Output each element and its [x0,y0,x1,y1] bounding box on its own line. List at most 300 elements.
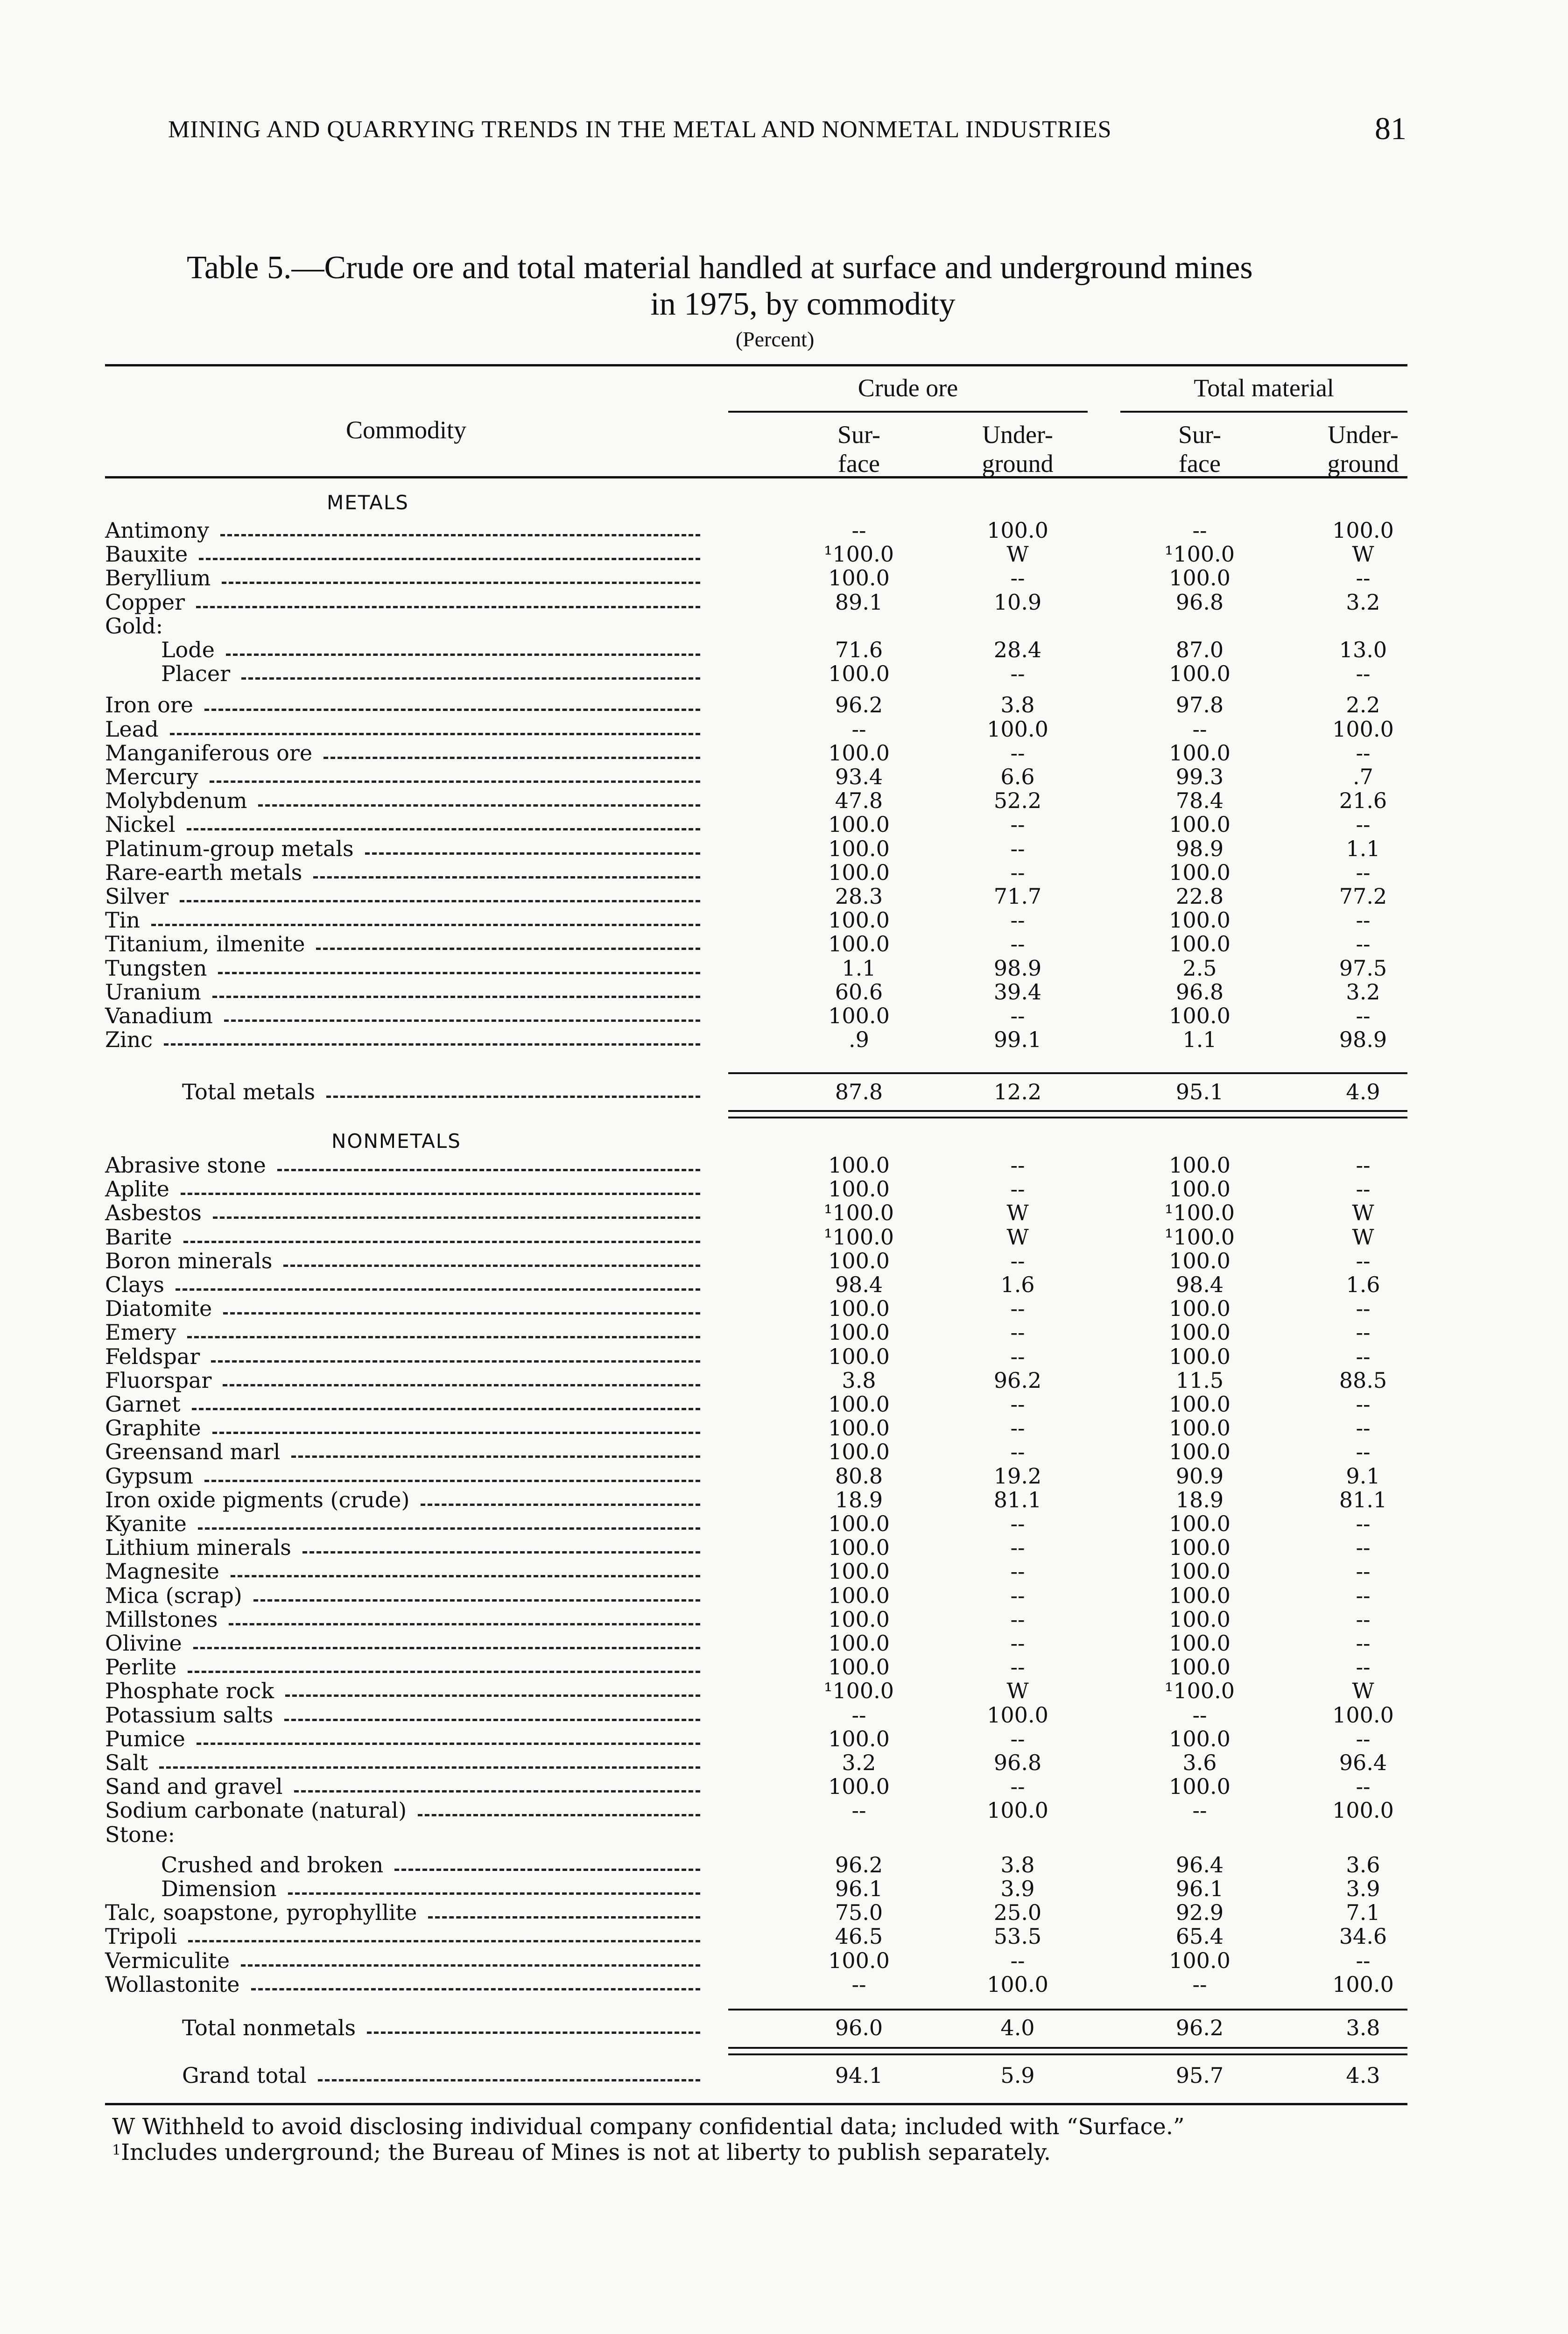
commodity-name: Phosphate rock [105,1678,274,1704]
table-row [0,1750,1568,1775]
dot-leader [192,1408,700,1410]
crude-surface-value: 100.0 [828,1248,890,1273]
crude-surface-value: 100.0 [828,1296,890,1322]
title-line-1: Table 5.—Crude ore and total material handled at surface and underground mines [187,250,1253,286]
crude-surface-value: -- [851,1798,866,1823]
total-underground-value: -- [1356,1320,1371,1345]
total-underground-value: 4.9 [1346,1079,1380,1104]
dot-leader [367,2032,700,2034]
crude-surface-value: -- [851,1702,866,1728]
total-surface-value: 90.9 [1175,1463,1224,1489]
dot-leader [241,677,700,680]
total-underground-value: 9.1 [1346,1463,1380,1489]
commodity-name: Sand and gravel [105,1774,283,1800]
total-surface-value: -- [1192,518,1207,543]
commodity-name: Manganiferous ore [105,740,313,766]
crude-surface-value: 1.1 [842,955,876,981]
table-row [0,1559,1568,1583]
dot-leader [220,534,700,536]
crude-underground-value: 3.9 [1000,1876,1035,1901]
total-surface-value: 95.1 [1175,1079,1224,1104]
dot-leader [258,804,700,807]
header-crude-ore: Crude ore [858,374,958,402]
total-surface-value: -- [1192,1702,1207,1728]
commodity-name: Beryllium [105,565,211,591]
total-underground-value: -- [1356,1415,1371,1441]
crude-underground-value: 3.8 [1000,692,1035,718]
dot-leader [204,1480,700,1482]
crude-underground-value: 100.0 [987,1971,1048,1997]
crude-underground-value: -- [1010,1947,1025,1973]
table-row [0,1727,1568,1751]
commodity-name: Dimension [161,1876,277,1901]
crude-surface-value: -- [851,716,866,742]
dot-leader [187,1336,700,1338]
dot-leader [151,924,700,926]
crude-underground-value: 100.0 [987,1798,1048,1823]
crude-underground-value: -- [1010,907,1025,933]
dot-leader [222,582,700,584]
total-surface-value: 2.5 [1182,955,1217,981]
commodity-name: Vermiculite [105,1947,230,1973]
commodity-name: Mica (scrap) [105,1582,242,1608]
crude-surface-value: 98.4 [835,1272,883,1297]
table-row [0,1900,1568,1925]
total-surface-value: 11.5 [1175,1367,1224,1393]
total-underground-value: -- [1356,1582,1371,1608]
total-surface-value: 100.0 [1169,1535,1230,1561]
dot-leader [428,1916,700,1919]
total-surface-value: 100.0 [1169,1582,1230,1608]
total-underground-value: -- [1356,1535,1371,1561]
commodity-name: Placer [161,661,231,687]
commodity-name: Tungsten [105,955,207,981]
commodity-name: Zinc [105,1027,153,1053]
crude-surface-value: -- [851,518,866,543]
commodity-name: Lead [105,716,159,742]
commodity-name: Gold: [105,613,163,639]
table-row [0,1004,1568,1028]
header-commodity: Commodity [345,416,467,444]
commodity-name: Millstones [105,1606,218,1632]
total-surface-value: 100.0 [1169,1176,1230,1202]
total-surface-value: 100.0 [1169,1320,1230,1345]
total-underground-value: .7 [1353,764,1373,789]
crude-underground-value: -- [1010,565,1025,591]
crude-surface-value: 100.0 [828,1439,890,1465]
total-underground-value: -- [1356,931,1371,957]
commodity-name: Abrasive stone [105,1153,266,1178]
total-underground-value: -- [1356,1606,1371,1632]
crude-surface-value: 100.0 [828,907,890,933]
total-row [0,2063,1568,2088]
dot-leader [170,733,700,735]
dot-leader [291,1455,700,1458]
total-underground-value: W [1352,541,1374,567]
total-surface-value: 100.0 [1169,931,1230,957]
dot-leader [223,1312,700,1315]
dot-leader [294,1790,700,1793]
crude-underground-value: -- [1010,812,1025,837]
dot-leader [313,876,700,879]
crude-underground-value: 100.0 [987,716,1048,742]
total-underground-value: W [1352,1200,1374,1226]
total-underground-value: -- [1356,812,1371,837]
table-row [0,860,1568,885]
crude-underground-value: -- [1010,859,1025,885]
total-underground-value: -- [1356,1726,1371,1751]
table-subtitle: (Percent) [735,327,815,351]
commodity-name: Gypsum [105,1463,194,1489]
commodity-name: Titanium, ilmenite [105,931,305,957]
crude-surface-value: 100.0 [828,1003,890,1028]
total-surface-value: 95.7 [1175,2063,1224,2088]
table-row [0,1774,1568,1799]
table-row [0,1392,1568,1416]
dot-leader [223,1384,700,1386]
dot-leader [253,1599,700,1602]
commodity-name: Magnesite [105,1559,219,1584]
table-row [0,1948,1568,1973]
crude-underground-value: -- [1010,1320,1025,1345]
total-surface-value: 100.0 [1169,907,1230,933]
crude-underground-value: -- [1010,1439,1025,1465]
total-underground-value: 4.3 [1346,2063,1380,2088]
crude-surface-value: .9 [849,1027,869,1053]
section-metals: METALS [327,491,409,514]
total-surface-value: -- [1192,1971,1207,1997]
crude-underground-value: 28.4 [993,637,1042,662]
total-underground-value: 34.6 [1339,1924,1387,1949]
table-row [0,741,1568,765]
table-row [0,1272,1568,1297]
total-row [0,1080,1568,1104]
dot-leader [212,1432,700,1434]
crude-surface-value: 100.0 [828,1631,890,1656]
crude-underground-value: -- [1010,1392,1025,1417]
total-surface-value: 100.0 [1169,859,1230,885]
page-number: 81 [1375,111,1406,146]
crude-underground-value: W [1006,1224,1029,1250]
crude-surface-value: 18.9 [835,1487,883,1512]
dot-leader [231,1575,700,1577]
total-surface-value: -- [1192,716,1207,742]
crude-underground-value: 3.8 [1000,1852,1035,1877]
dot-leader [316,948,700,950]
commodity-name: Graphite [105,1415,201,1441]
footnote-1 [112,2139,1051,2165]
table-row [0,693,1568,717]
dot-leader [213,1216,700,1219]
crude-surface-value: 100.0 [828,1343,890,1369]
dot-leader [204,709,700,711]
table-row [0,812,1568,837]
nonmetals-total-rule-top [728,2009,1407,2011]
total-surface-value: ¹100.0 [1164,1224,1235,1250]
commodity-name: Grand total [182,2063,307,2088]
crude-underground-value: W [1006,1200,1029,1226]
table-row [0,1511,1568,1536]
commodity-name: Wollastonite [105,1971,240,1997]
header-total-underground: Under- ground [1327,421,1399,478]
total-underground-value: -- [1356,1343,1371,1369]
total-surface-value: 100.0 [1169,1774,1230,1800]
total-surface-value: 100.0 [1169,1654,1230,1680]
table-row [0,1488,1568,1512]
total-surface-value: -- [1192,1798,1207,1823]
crude-underground-value: 12.2 [993,1079,1042,1104]
crude-surface-value: 100.0 [828,661,890,687]
table-row [0,1177,1568,1201]
table-row [0,1296,1568,1321]
total-underground-value: -- [1356,1559,1371,1584]
crude-underground-value: 5.9 [1000,2063,1035,2088]
crude-underground-value: -- [1010,1582,1025,1608]
commodity-name: Olivine [105,1631,182,1656]
dot-leader [211,1360,700,1363]
total-underground-value: 3.2 [1346,589,1380,615]
crude-underground-value: -- [1010,1415,1025,1441]
total-underground-value: 100.0 [1332,1971,1394,1997]
total-underground-value: 1.1 [1346,836,1380,861]
dot-leader [323,757,700,759]
crude-surface-value: 100.0 [828,1559,890,1584]
crude-surface-value: 93.4 [835,764,883,789]
footnote-1-marker: 1 [112,2142,121,2158]
total-underground-value: -- [1356,1631,1371,1656]
table-row [0,1368,1568,1392]
dot-leader [188,1671,700,1673]
table-row [0,1583,1568,1608]
table-row [0,980,1568,1004]
crude-surface-value: 100.0 [828,812,890,837]
grand-total-rule-top-2 [728,2053,1407,2055]
crude-surface-value: 94.1 [835,2063,883,2088]
total-surface-value: 96.1 [1175,1876,1224,1901]
total-surface-value: 1.1 [1182,1027,1217,1053]
total-surface-value: 100.0 [1169,661,1230,687]
total-surface-value: 100.0 [1169,1343,1230,1369]
commodity-name: Lithium minerals [105,1535,291,1561]
commodity-name: Sodium carbonate (natural) [105,1798,407,1823]
crude-underground-value: W [1006,1678,1029,1704]
total-underground-value: 13.0 [1339,637,1387,662]
crude-underground-value: -- [1010,931,1025,957]
commodity-name: Emery [105,1320,176,1345]
total-surface-value: 100.0 [1169,1606,1230,1632]
total-underground-value: W [1352,1678,1374,1704]
commodity-name: Lode [161,637,215,662]
commodity-name: Feldspar [105,1343,200,1369]
commodity-name: Stone: [105,1821,176,1847]
crude-surface-value: 3.2 [842,1750,876,1775]
total-surface-value: 100.0 [1169,1248,1230,1273]
commodity-name: Asbestos [105,1200,202,1226]
commodity-name: Iron oxide pigments (crude) [105,1487,410,1512]
metals-total-rule-top [728,1072,1407,1074]
total-material-rule [1120,411,1407,413]
crude-underground-value: -- [1010,740,1025,766]
crude-surface-value: 47.8 [835,788,883,814]
commodity-name: Total metals [182,1079,316,1104]
total-surface-value: 22.8 [1175,884,1224,909]
dot-leader [326,1096,700,1098]
total-surface-value: 96.2 [1175,2015,1224,2040]
crude-underground-value: -- [1010,1248,1025,1273]
commodity-name: Vanadium [105,1003,213,1028]
total-surface-value: 100.0 [1169,740,1230,766]
table-row [0,1320,1568,1344]
total-underground-value: 3.2 [1346,979,1380,1005]
crude-surface-value: 75.0 [835,1900,883,1926]
total-underground-value: -- [1356,859,1371,885]
commodity-name: Pumice [105,1726,185,1751]
dot-leader [181,1193,700,1195]
dot-leader [188,1940,700,1942]
total-surface-value: 98.9 [1175,836,1224,861]
dot-leader [164,1043,700,1046]
total-underground-value: -- [1356,661,1371,687]
table-row [0,1464,1568,1488]
total-underground-value: -- [1356,1176,1371,1202]
total-surface-value: 97.8 [1175,692,1224,718]
total-surface-value: ¹100.0 [1164,541,1235,567]
crude-surface-value: 100.0 [828,1947,890,1973]
dot-leader [210,780,700,783]
crude-underground-value: -- [1010,1726,1025,1751]
total-surface-value: 100.0 [1169,1153,1230,1178]
crude-underground-value: 96.8 [993,1750,1042,1775]
crude-underground-value: 100.0 [987,1702,1048,1728]
total-underground-value: -- [1356,1296,1371,1322]
table-row [0,1798,1568,1822]
total-underground-value: -- [1356,740,1371,766]
commodity-name: Diatomite [105,1296,212,1322]
header-crude-underground: Under- ground [982,421,1054,478]
table-row [0,765,1568,789]
commodity-name: Bauxite [105,541,188,567]
table-row [0,1607,1568,1631]
total-underground-value: 100.0 [1332,518,1394,543]
commodity-name: Antimony [105,518,209,543]
total-underground-value: 100.0 [1332,716,1394,742]
total-surface-value: 100.0 [1169,1003,1230,1028]
total-surface-value: 87.0 [1175,637,1224,662]
table-row [0,908,1568,932]
commodity-name: Talc, soapstone, pyrophyllite [105,1900,417,1926]
total-underground-value: 77.2 [1339,884,1387,909]
footnote-1-text: Includes underground; the Bureau of Mines is not at liberty to publish separately. [121,2139,1051,2165]
header-total-surface: Sur- face [1178,421,1221,478]
header-total-material: Total material [1194,374,1334,402]
dot-leader [198,1527,700,1530]
dot-leader [183,1241,700,1243]
crude-surface-value: 100.0 [828,1320,890,1345]
table-row [0,1655,1568,1679]
total-underground-value: -- [1356,1774,1371,1800]
total-surface-value: 3.6 [1182,1750,1217,1775]
running-head: MINING AND QUARRYING TRENDS IN THE METAL AND NONMETAL INDUSTRIES [168,116,1112,143]
total-surface-value: 100.0 [1169,812,1230,837]
commodity-name: Aplite [105,1176,169,1202]
commodity-name: Barite [105,1224,172,1250]
table-row [0,1249,1568,1273]
total-surface-value: 100.0 [1169,1726,1230,1751]
total-surface-value: 65.4 [1175,1924,1224,1949]
total-underground-value: -- [1356,1511,1371,1536]
total-surface-value: 92.9 [1175,1900,1224,1926]
table-row [0,1416,1568,1440]
table-row [0,638,1568,662]
total-surface-value: 96.8 [1175,979,1224,1005]
total-surface-value: ¹100.0 [1164,1678,1235,1704]
crude-surface-value: 3.8 [842,1367,876,1393]
crude-surface-value: 100.0 [828,1153,890,1178]
crude-surface-value: 28.3 [835,884,883,909]
dot-leader [302,1551,700,1554]
table-row [0,932,1568,956]
commodity-name: Garnet [105,1392,181,1417]
table-row [0,884,1568,908]
crude-surface-value: 96.0 [835,2015,883,2040]
total-surface-value: 100.0 [1169,1947,1230,1973]
crude-surface-value: ¹100.0 [823,541,894,567]
dot-leader [180,900,700,902]
table-row [0,837,1568,861]
crude-surface-value: 100.0 [828,565,890,591]
total-underground-value: 88.5 [1339,1367,1387,1393]
total-underground-value: 97.5 [1339,955,1387,981]
table-row [0,614,1568,638]
crude-underground-value: 39.4 [993,979,1042,1005]
table-row [0,1853,1568,1877]
crude-surface-value: 96.2 [835,692,883,718]
table-row [0,1535,1568,1560]
table-row [0,1972,1568,1997]
crude-underground-value: -- [1010,1774,1025,1800]
total-underground-value: 7.1 [1346,1900,1380,1926]
total-surface-value: ¹100.0 [1164,1200,1235,1226]
table-title [187,250,1400,323]
crude-underground-value: 52.2 [993,788,1042,814]
total-surface-value: 100.0 [1169,1296,1230,1322]
crude-surface-value: 100.0 [828,740,890,766]
total-underground-value: 100.0 [1332,1798,1394,1823]
commodity-name: Fluorspar [105,1367,212,1393]
dot-leader [284,1719,700,1721]
dot-leader [212,996,700,998]
crude-surface-value: 46.5 [835,1924,883,1949]
crude-underground-value: 96.2 [993,1367,1042,1393]
crude-underground-value: 19.2 [993,1463,1042,1489]
commodity-name: Rare-earth metals [105,859,302,885]
commodity-name: Uranium [105,979,201,1005]
commodity-name: Kyanite [105,1511,187,1536]
dot-leader [241,1964,700,1967]
table-row [0,1877,1568,1901]
crude-surface-value: 87.8 [835,1079,883,1104]
total-surface-value: 100.0 [1169,1415,1230,1441]
total-surface-value: 100.0 [1169,1559,1230,1584]
commodity-name: Molybdenum [105,788,247,814]
crude-surface-value: 96.2 [835,1852,883,1877]
dot-leader [196,606,700,608]
dot-leader [288,1892,700,1895]
total-underground-value: 98.9 [1339,1027,1387,1053]
crude-surface-value: 100.0 [828,1726,890,1751]
commodity-name: Total nonmetals [182,2015,356,2040]
crude-surface-value: ¹100.0 [823,1678,894,1704]
